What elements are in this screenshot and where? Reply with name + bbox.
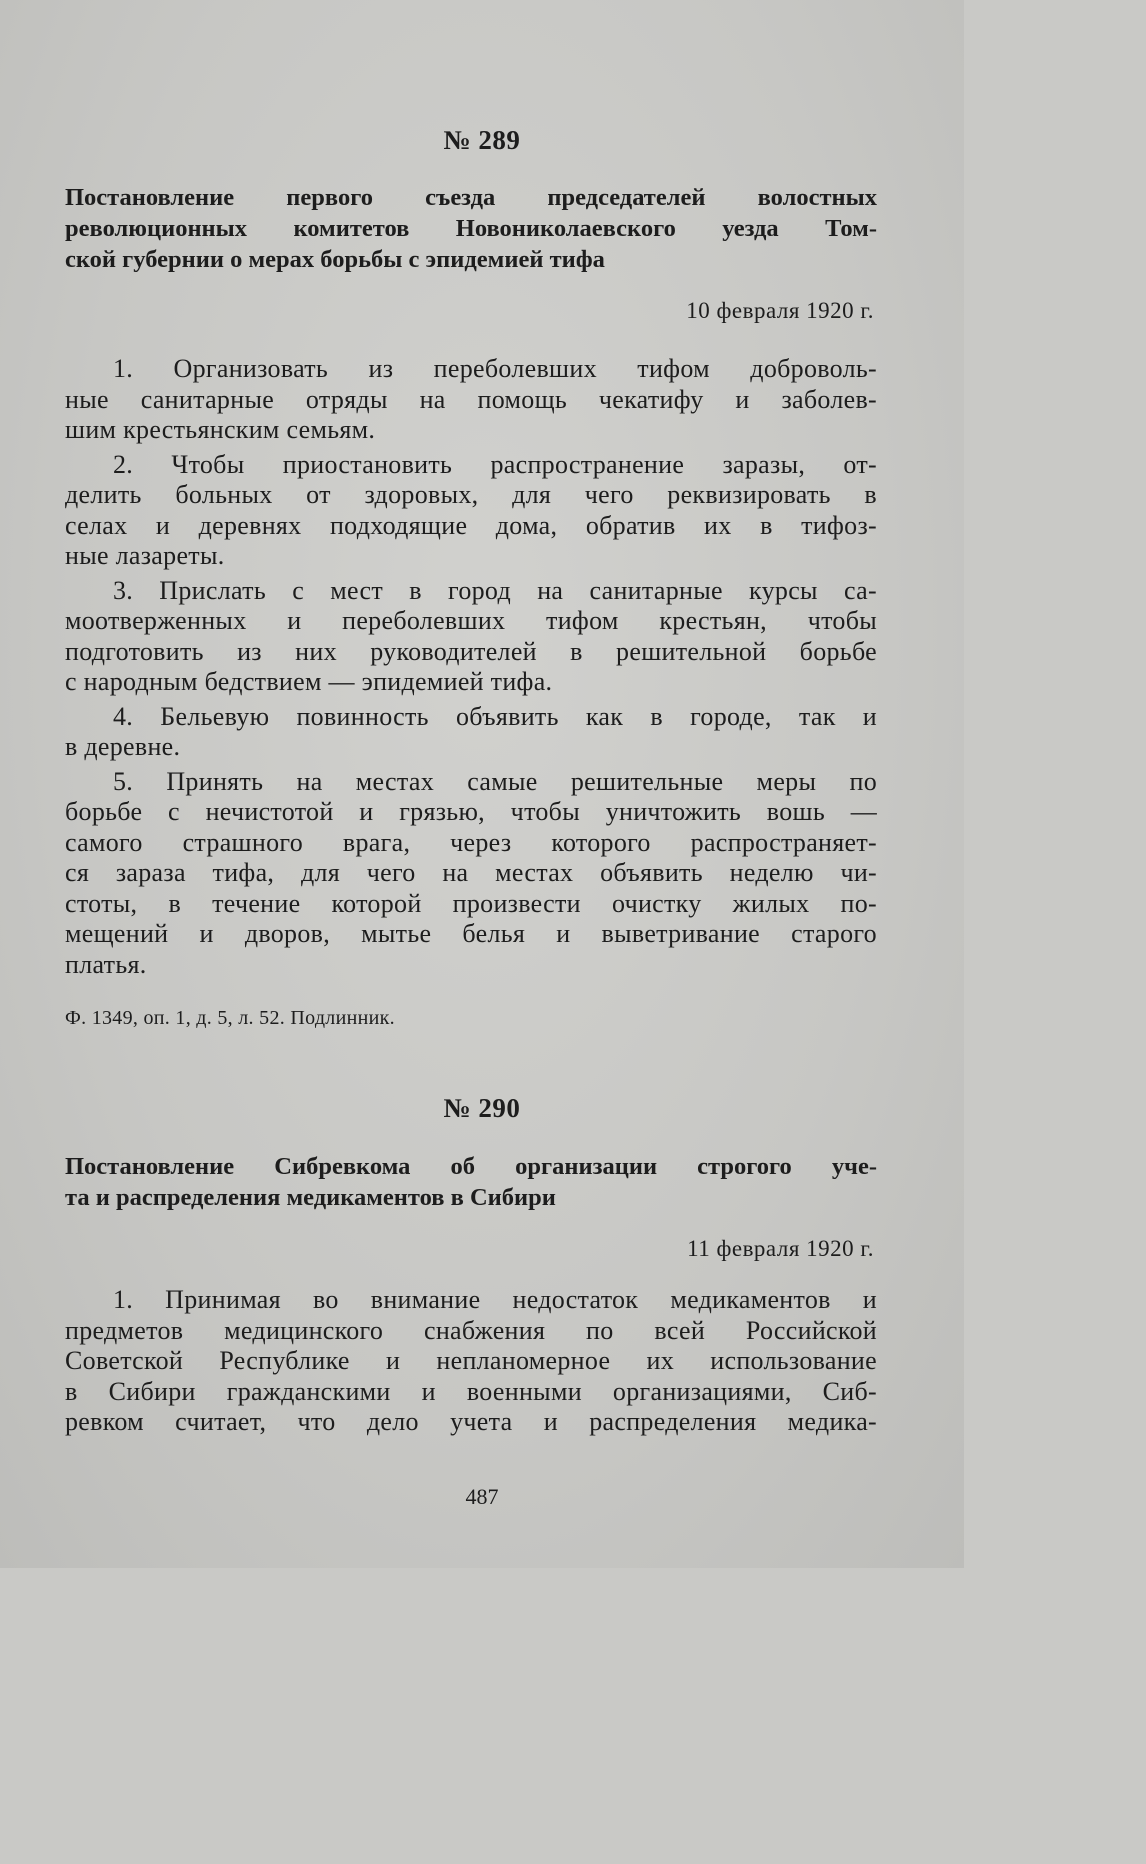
text-line: 1. Принимая во внимание недостаток медикаментов и (113, 1285, 877, 1314)
text-line: Советской Республике и непланомерное их использование (65, 1346, 877, 1375)
text-line: самого страшного врага, через которого распространяет- (65, 827, 877, 857)
title-line: Постановление Сибревкома об организации строгого уче- (65, 1153, 877, 1180)
text-line: стоты, в течение которой произвести очистку жилых по- (65, 888, 877, 918)
document-body (65, 354, 877, 984)
text-line: ные санитарные отряды на помощь чекатифу и заболев- (65, 384, 877, 414)
text-line: в деревне. (65, 732, 181, 761)
document-number: № 289 (443, 125, 521, 155)
text-line: делить больных от здоровых, для чего реквизировать в (65, 480, 877, 509)
text-line: с народным бедствием — эпидемией тифа. (65, 667, 553, 696)
document-date: 11 февраля 1920 г. (687, 1236, 874, 1261)
document-number: № 290 (443, 1093, 521, 1123)
document-date: 10 февраля 1920 г. (686, 298, 874, 323)
archive-source: Ф. 1349, оп. 1, д. 5, л. 52. Подлинник. (65, 1007, 395, 1029)
title-line: та и распределения медикаментов в Сибири (65, 1184, 556, 1211)
document-title (65, 182, 877, 275)
text-line: мещений и дворов, мытье белья и выветривание старого (65, 919, 877, 948)
text-line: 3. Прислать с мест в город на санитарные курсы са- (113, 575, 877, 605)
text-line: в Сибири гражданскими и военными организациями, Сиб- (65, 1376, 877, 1406)
text-line: ные лазареты. (65, 541, 225, 570)
text-line: 4. Бельевую повинность объявить как в городе, так и (113, 701, 877, 731)
text-line: селах и деревнях подходящие дома, обратив их в тифоз- (65, 510, 877, 540)
paragraph (65, 354, 877, 446)
title-line: ской губернии о мерах борьбы с эпидемией тифа (65, 246, 605, 273)
paragraph (65, 576, 877, 698)
text-line: шим крестьянским семьям. (65, 415, 376, 444)
paragraph (65, 450, 877, 572)
text-line: 1. Организовать из переболевших тифом доброволь- (113, 354, 877, 383)
text-line: 2. Чтобы приостановить распространение заразы, от- (113, 449, 877, 479)
text-line: предметов медицинского снабжения по всей Российской (65, 1315, 877, 1345)
text-line: моотверженных и переболевших тифом крестьян, чтобы (65, 606, 877, 635)
paragraph (65, 1285, 877, 1438)
text-line: ся зараза тифа, для чего на местах объявить неделю чи- (65, 858, 877, 887)
text-line: платья. (65, 949, 147, 979)
document-body (65, 1285, 877, 1442)
text-line: ревком считает, что дело учета и распределения медика- (65, 1407, 877, 1436)
text-line: 5. Принять на местах самые решительные меры по (113, 766, 877, 796)
page-number: 487 (465, 1484, 499, 1509)
document-title (65, 1151, 877, 1213)
title-line: революционных комитетов Новониколаевского уезда Том- (65, 215, 877, 242)
title-line: Постановление первого съезда председателей волостных (65, 184, 877, 211)
paragraph (65, 702, 877, 763)
text-line: борьбе с нечистотой и грязью, чтобы уничтожить вошь — (65, 797, 877, 826)
text-line: подготовить из них руководителей в решительной борьбе (65, 636, 877, 666)
paragraph (65, 767, 877, 981)
